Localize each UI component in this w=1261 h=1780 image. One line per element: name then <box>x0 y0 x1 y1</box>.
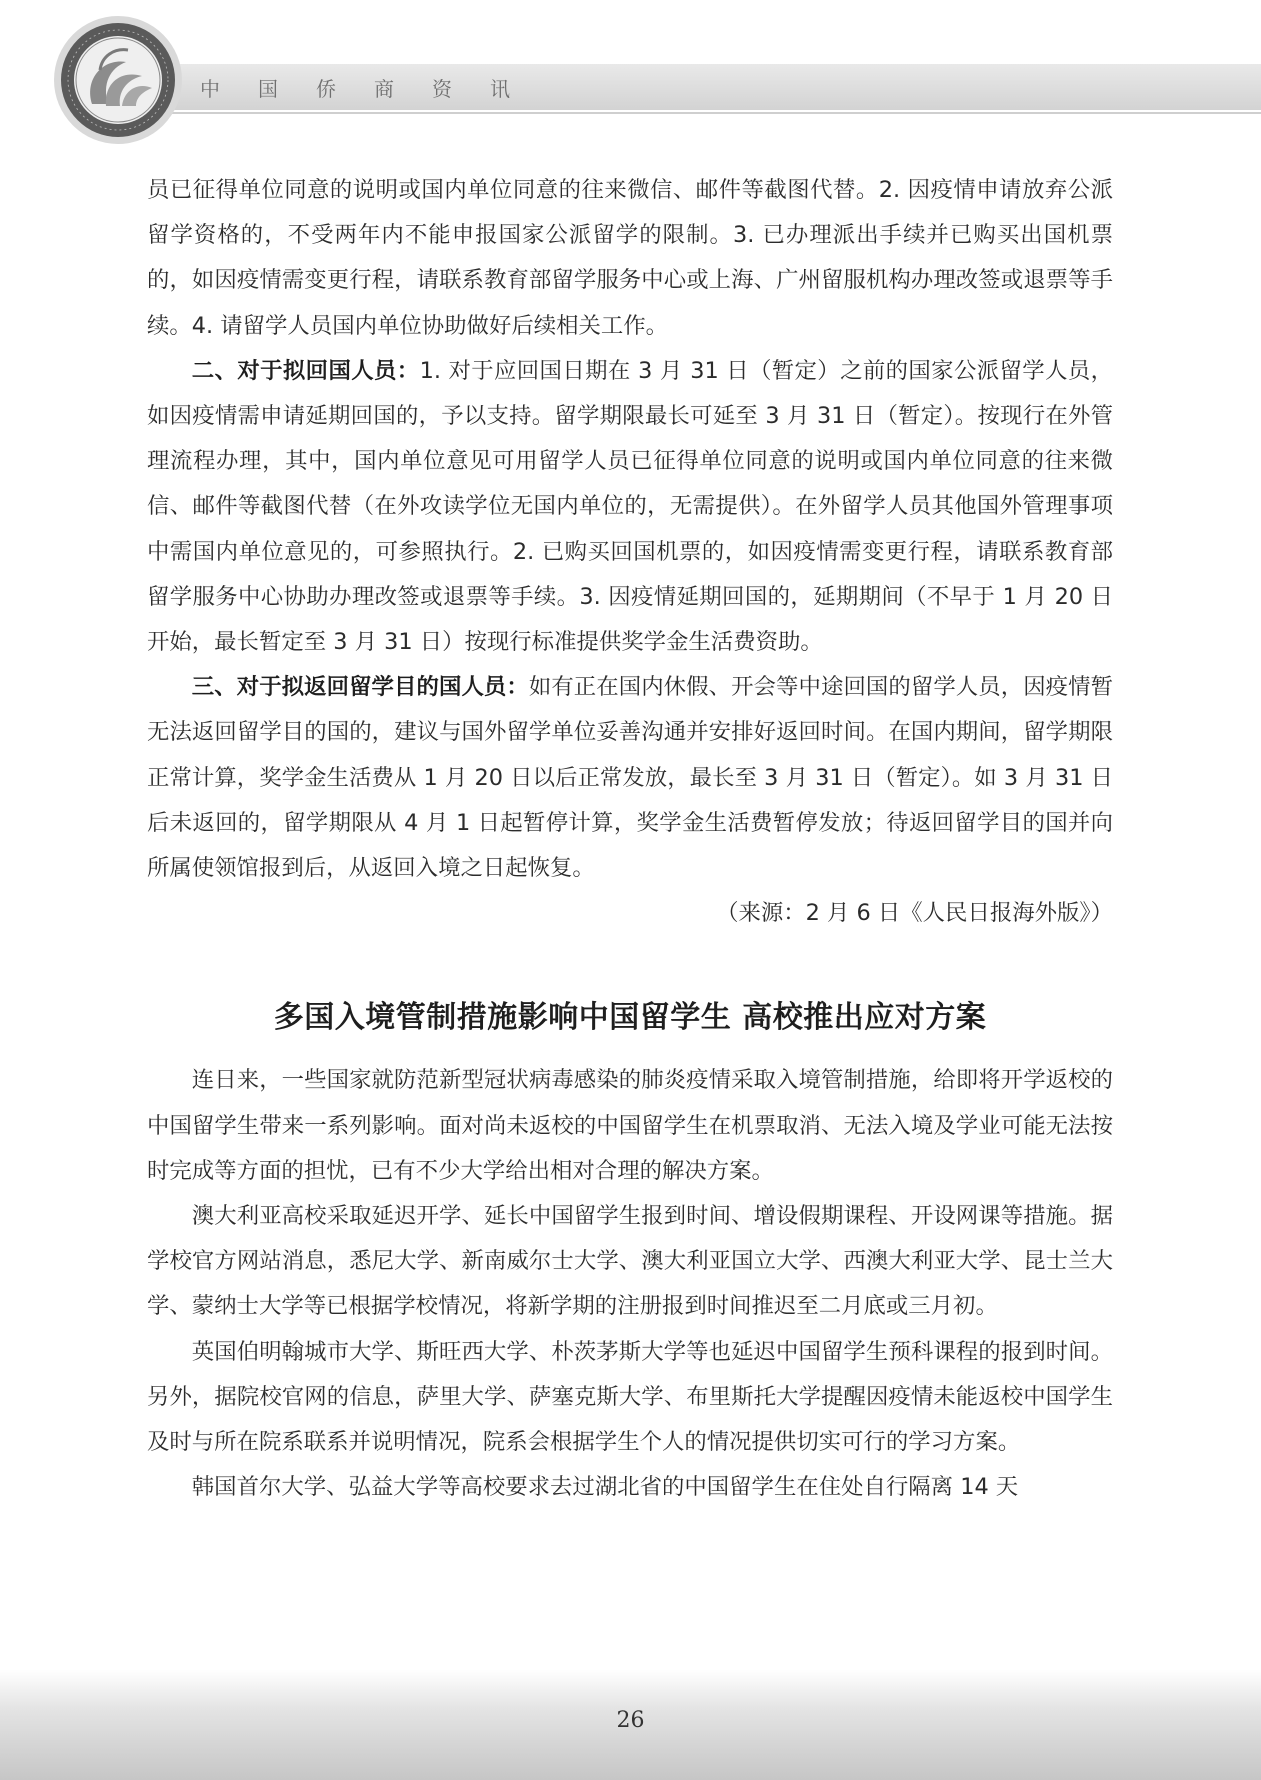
section-heading-go-back: 三、对于拟返回留学目的国人员： <box>191 674 529 701</box>
article2-paragraph: 韩国首尔大学、弘益大学等高校要求去过湖北省的中国留学生在住处自行隔离 14 天 <box>191 1474 1019 1501</box>
article1-paragraph-1: 员已征得单位同意的说明或国内单位同意的往来微信、邮件等截图代替。2. 因疫情申请放弃公派留学资格的，不受两年内不能申报国家公派留学的限制。3. 已办理派出手续并已购买出国机票的，如因疫情需变更行程，请联系教育部留学服务中心或上海、广州留服机构办理改签或退票等手续。4. 请留学人员国内单位协助做好后续相关工作。 <box>147 177 1113 339</box>
section-heading-return: 二、对于拟回国人员： <box>191 357 420 384</box>
page-content <box>147 168 1113 1510</box>
header-rule <box>150 112 1261 114</box>
page-number: 26 <box>616 1708 645 1733</box>
article1-paragraph-3-text: 如有正在国内休假、开会等中途回国的留学人员，因疫情暂无法返回留学目的国的，建议与国外留学单位妥善沟通并安排好返回时间。在国内期间，留学期限正常计算，奖学金生活费从 1 月 20 日以后正常发放，最长至 3 月 31 日（暂定）。如 3 月 31 日后未返回的，留学期限从 4 月 1 日起暂停计算，奖学金生活费暂停发放；待返回留学目的国并向所属使领馆报到后，从返回入境之日起恢复。 <box>147 674 1114 882</box>
article2-paragraph: 英国伯明翰城市大学、斯旺西大学、朴茨茅斯大学等也延迟中国留学生预科课程的报到时间。另外，据院校官网的信息，萨里大学、萨塞克斯大学、布里斯托大学提醒因疫情未能返校中国学生及时与所在院系联系并说明情况，院系会根据学生个人的情况提供切实可行的学习方案。 <box>147 1338 1113 1456</box>
article2-paragraph: 连日来，一些国家就防范新型冠状病毒感染的肺炎疫情采取入境管制措施，给即将开学返校的中国留学生带来一系列影响。面对尚未返校的中国留学生在机票取消、无法入境及学业可能无法按时完成等方面的担忧，已有不少大学给出相对合理的解决方案。 <box>147 1067 1113 1184</box>
article2-paragraph: 澳大利亚高校采取延迟开学、延长中国留学生报到时间、增设假期课程、开设网课等措施。据学校官方网站消息，悉尼大学、新南威尔士大学、澳大利亚国立大学、西澳大利亚大学、昆士兰大学、蒙纳士大学等已根据学校情况，将新学期的注册报到时间推迟至二月底或三月初。 <box>147 1203 1113 1320</box>
article1-paragraph-3 <box>147 665 1113 891</box>
article2-title: 多国入境管制措施影响中国留学生 高校推出应对方案 <box>273 1000 987 1036</box>
article1-paragraph-2-text: 1. 对于应回国日期在 3 月 31 日（暂定）之前的国家公派留学人员，如因疫情需申请延期回国的，予以支持。留学期限最长可延至 3 月 31 日（暂定）。按现行在外管理流程办理，其中，国内单位意见可用留学人员已征得单位同意的说明或国内单位同意的往来微信、邮件等截图代替（在外攻读学位无国内单位的，无需提供）。在外留学人员其他国外管理事项中需国内单位意见的，可参照执行。2. 已购买回国机票的，如因疫情需变更行程，请联系教育部留学服务中心协助办理改签或退票等手续。3. 因疫情延期回国的，延期期间（不早于 1 月 20 日开始，最长暂定至 3 月 31 日）按现行标准提供奖学金生活费资助。 <box>147 357 1114 656</box>
header-title: 中国侨商资讯 <box>200 77 548 101</box>
logo-emblem <box>48 8 188 148</box>
article1-source: （来源：2 月 6 日《人民日报海外版》） <box>716 900 1113 927</box>
article1-paragraph-2 <box>147 349 1113 665</box>
